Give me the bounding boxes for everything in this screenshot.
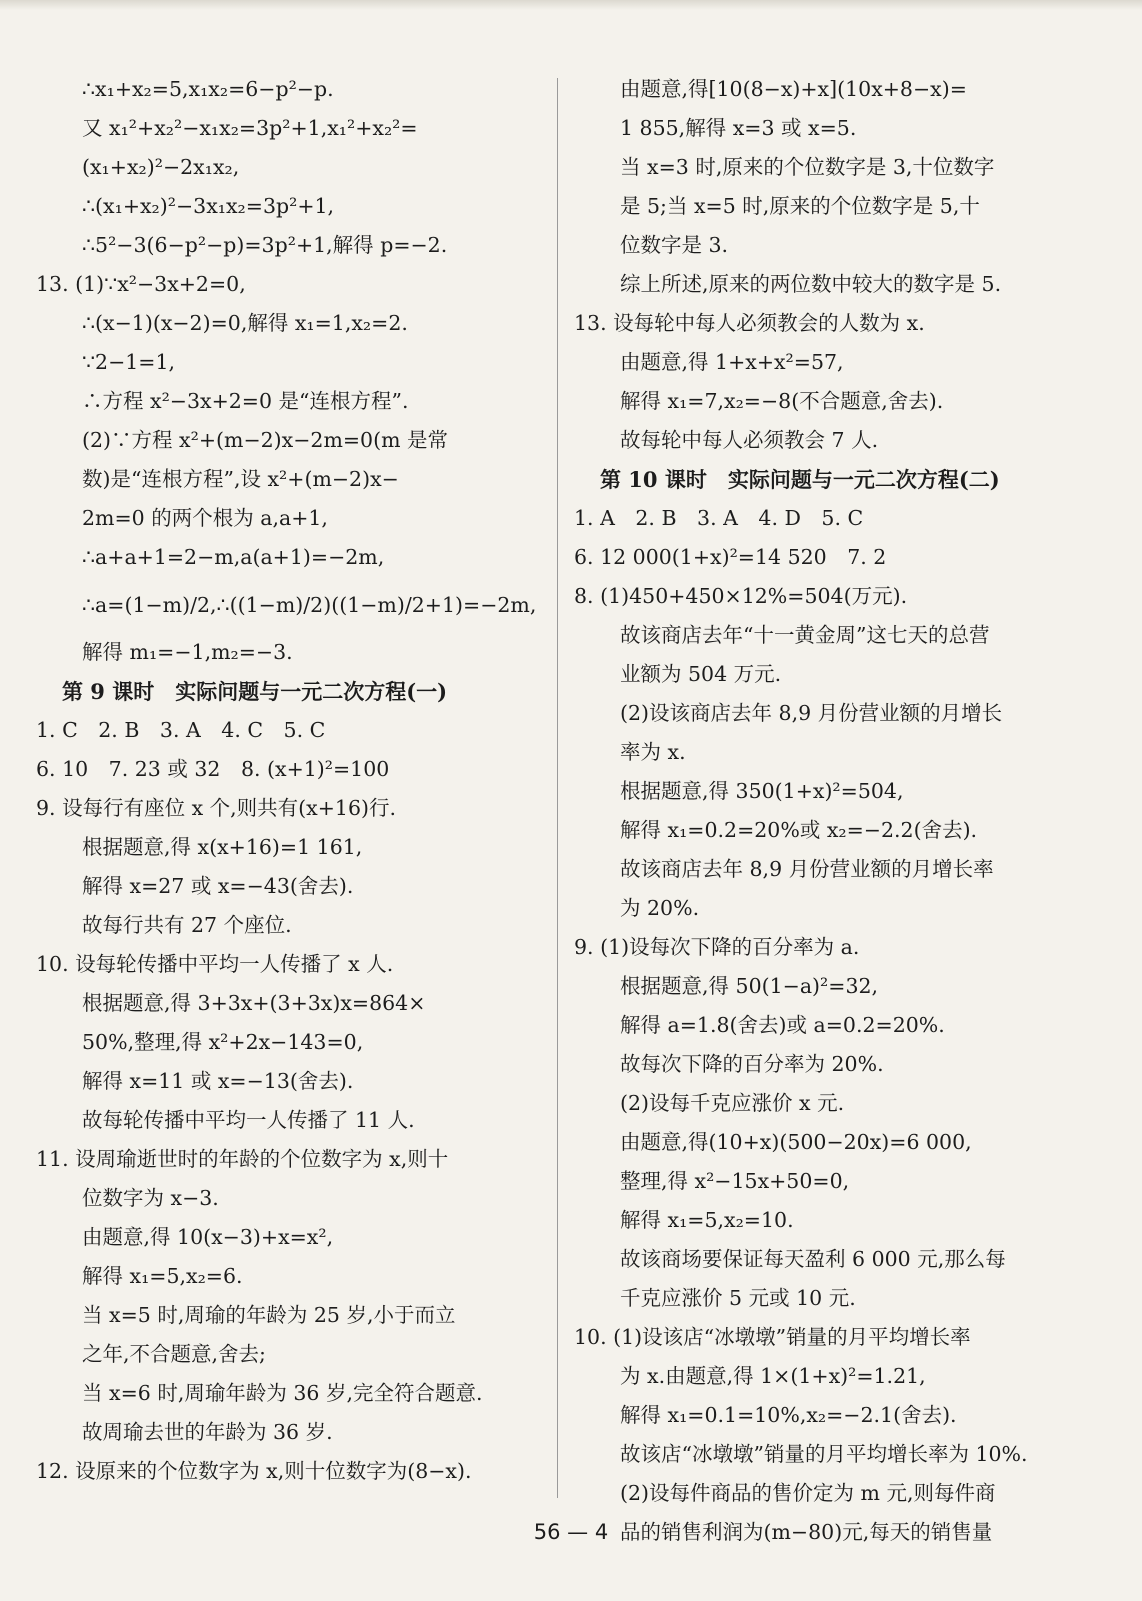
answer-line: 50%,整理,得 x²+2x−143=0, <box>82 1030 364 1054</box>
answer-line: 1. C 2. B 3. A 4. C 5. C <box>36 718 326 742</box>
answer-line: (2)设该商店去年 8,9 月份营业额的月增长 <box>620 701 1003 725</box>
answer-line: 11. 设周瑜逝世时的年龄的个位数字为 x,则十 <box>36 1147 449 1171</box>
section-heading: 第 10 课时 实际问题与一元二次方程(二) <box>600 467 1000 492</box>
answer-line: 由题意,得 1+x+x²=57, <box>620 350 844 374</box>
answer-line: (x₁+x₂)²−2x₁x₂, <box>82 155 240 179</box>
section-heading: 第 9 课时 实际问题与一元二次方程(一) <box>62 679 448 704</box>
answer-line: 又 x₁²+x₂²−x₁x₂=3p²+1,x₁²+x₂²= <box>82 116 418 140</box>
answer-line: ∴方程 x²−3x+2=0 是“连根方程”. <box>82 389 409 413</box>
page-number: 56 — 4 <box>533 1520 609 1544</box>
answer-line: 10. (1)设该店“冰墩墩”销量的月平均增长率 <box>574 1325 971 1349</box>
answer-line: 12. 设原来的个位数字为 x,则十位数字为(8−x). <box>36 1459 472 1483</box>
answer-line: 2m=0 的两个根为 a,a+1, <box>82 506 328 530</box>
answer-line: 当 x=6 时,周瑜年龄为 36 岁,完全符合题意. <box>82 1381 483 1405</box>
answer-line: 6. 12 000(1+x)²=14 520 7. 2 <box>574 545 887 569</box>
answer-line: 为 20%. <box>620 896 700 920</box>
answer-line: 故该商店去年“十一黄金周”这七天的总营 <box>620 623 990 647</box>
answer-line: 根据题意,得 3+3x+(3+3x)x=864× <box>82 991 426 1015</box>
answer-line: 1 855,解得 x=3 或 x=5. <box>620 116 857 140</box>
answer-line: 1. A 2. B 3. A 4. D 5. C <box>574 506 864 530</box>
right-column <box>574 70 1106 1552</box>
left-column <box>36 70 546 1491</box>
answer-line: 解得 x₁=0.2=20%或 x₂=−2.2(舍去). <box>620 818 978 842</box>
answer-line: ∴5²−3(6−p²−p)=3p²+1,解得 p=−2. <box>82 233 448 257</box>
answer-line: 率为 x. <box>620 740 686 764</box>
answer-line: 解得 x₁=0.1=10%,x₂=−2.1(舍去). <box>620 1403 957 1427</box>
answer-line: 解得 x=11 或 x=−13(舍去). <box>82 1069 354 1093</box>
page-top-edge <box>0 0 1142 10</box>
answer-line: 解得 x=27 或 x=−43(舍去). <box>82 874 354 898</box>
answer-line: 之年,不合题意,舍去; <box>82 1342 266 1366</box>
answer-line: ∴(x−1)(x−2)=0,解得 x₁=1,x₂=2. <box>82 311 408 335</box>
answer-line: 数)是“连根方程”,设 x²+(m−2)x− <box>82 467 399 491</box>
answer-line: 由题意,得[10(8−x)+x](10x+8−x)= <box>620 77 967 101</box>
answer-line: 6. 10 7. 23 或 32 8. (x+1)²=100 <box>36 757 390 781</box>
answer-line: (2)设每千克应涨价 x 元. <box>620 1091 845 1115</box>
answer-line: 解得 m₁=−1,m₂=−3. <box>82 640 293 664</box>
answer-line: 故该商场要保证每天盈利 6 000 元,那么每 <box>620 1247 1006 1271</box>
answer-line: 故每次下降的百分率为 20%. <box>620 1052 884 1076</box>
answer-line: 解得 x₁=7,x₂=−8(不合题意,舍去). <box>620 389 944 413</box>
answer-line: 10. 设每轮传播中平均一人传播了 x 人. <box>36 952 394 976</box>
answer-line: 故该商店去年 8,9 月份营业额的月增长率 <box>620 857 994 881</box>
answer-line: 解得 x₁=5,x₂=6. <box>82 1264 243 1288</box>
answer-line: 9. 设每行有座位 x 个,则共有(x+16)行. <box>36 796 397 820</box>
answer-line: ∵2−1=1, <box>82 350 176 374</box>
answer-line: 解得 x₁=5,x₂=10. <box>620 1208 794 1232</box>
answer-line: ∴a=(1−m)/2,∴((1−m)/2)((1−m)/2+1)=−2m, <box>82 593 537 617</box>
answer-line: 当 x=3 时,原来的个位数字是 3,十位数字 <box>620 155 995 179</box>
answer-line: 9. (1)设每次下降的百分率为 a. <box>574 935 860 959</box>
answer-line: 位数字是 3. <box>620 233 729 257</box>
answer-line: 根据题意,得 50(1−a)²=32, <box>620 974 879 998</box>
answer-line: 13. 设每轮中每人必须教会的人数为 x. <box>574 311 925 335</box>
answer-line: 千克应涨价 5 元或 10 元. <box>620 1286 856 1310</box>
answer-line: 综上所述,原来的两位数中较大的数字是 5. <box>620 272 1002 296</box>
answer-line: 当 x=5 时,周瑜的年龄为 25 岁,小于而立 <box>82 1303 456 1327</box>
answer-line: 解得 a=1.8(舍去)或 a=0.2=20%. <box>620 1013 945 1037</box>
answer-line: 由题意,得(10+x)(500−20x)=6 000, <box>620 1130 972 1154</box>
answer-line: 根据题意,得 x(x+16)=1 161, <box>82 835 363 859</box>
answer-line: ∴a+a+1=2−m,a(a+1)=−2m, <box>82 545 385 569</box>
answer-line: 位数字为 x−3. <box>82 1186 219 1210</box>
answer-line: 整理,得 x²−15x+50=0, <box>620 1169 850 1193</box>
column-divider <box>557 78 558 1498</box>
answer-line: 品的销售利润为(m−80)元,每天的销售量 <box>620 1520 993 1544</box>
answer-line: ∴(x₁+x₂)²−3x₁x₂=3p²+1, <box>82 194 335 218</box>
answer-line: (2)∵方程 x²+(m−2)x−2m=0(m 是常 <box>82 428 449 452</box>
answer-line: 是 5;当 x=5 时,原来的个位数字是 5,十 <box>620 194 980 218</box>
answer-line: 13. (1)∵x²−3x+2=0, <box>36 272 246 296</box>
answer-line: 故周瑜去世的年龄为 36 岁. <box>82 1420 333 1444</box>
answer-line: 故每轮中每人必须教会 7 人. <box>620 428 879 452</box>
answer-line: 故该店“冰墩墩”销量的月平均增长率为 10%. <box>620 1442 1028 1466</box>
answer-line: 根据题意,得 350(1+x)²=504, <box>620 779 904 803</box>
answer-line: (2)设每件商品的售价定为 m 元,则每件商 <box>620 1481 996 1505</box>
answer-line: 为 x.由题意,得 1×(1+x)²=1.21, <box>620 1364 926 1388</box>
answer-line: ∴x₁+x₂=5,x₁x₂=6−p²−p. <box>82 77 334 101</box>
answer-line: 业额为 504 万元. <box>620 662 782 686</box>
answer-line: 由题意,得 10(x−3)+x=x², <box>82 1225 334 1249</box>
answer-line: 故每轮传播中平均一人传播了 11 人. <box>82 1108 415 1132</box>
answer-line: 8. (1)450+450×12%=504(万元). <box>574 584 908 608</box>
answer-line: 故每行共有 27 个座位. <box>82 913 292 937</box>
